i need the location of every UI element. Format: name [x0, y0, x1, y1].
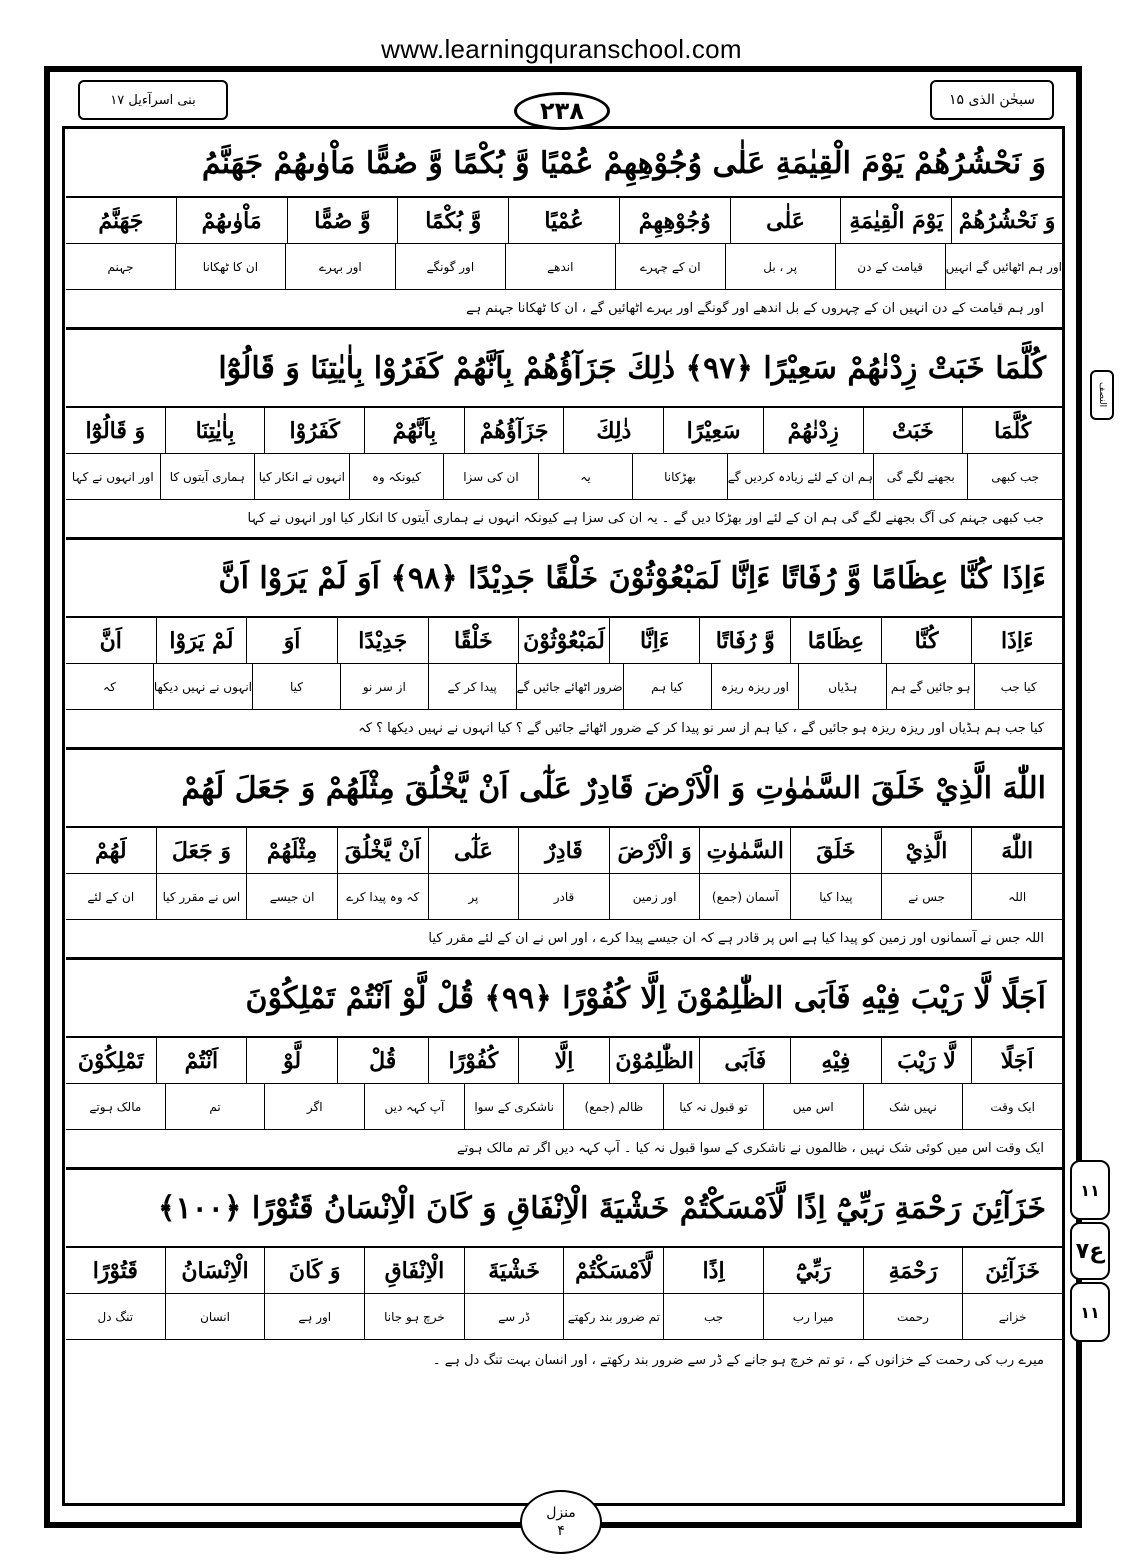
meaning-cell: انہوں نے نہیں دیکھا: [153, 664, 252, 709]
meaning-cell: ہم ان کے لئے زیادہ کردیں گے: [727, 454, 873, 499]
meaning-cell: مالک ہوتے: [89, 1099, 142, 1114]
word-cell: بِاٰيٰتِنَا: [165, 408, 265, 453]
word-cell: لَّا رَيْبَ: [881, 1038, 972, 1083]
meaning-row: [66, 1084, 1062, 1130]
meaning-cell: ہماری آیتوں کا: [160, 454, 255, 499]
manzil-badge: [520, 1490, 602, 1554]
verse-line: خَزَآئِنَ رَحْمَةِ رَبِّيْٓ اِذًا لَّاَمْسَكْتُمْ خَشْيَةَ الْاِنْفَاقِ وَ كَانَ الْاِنْسَانُ قَتُوْرًا ﴿۱۰۰﴾: [66, 1170, 1062, 1248]
surah-tag: بنی اسرآءیل ۱۷: [78, 80, 228, 120]
side-marker: النصف: [1090, 370, 1114, 420]
meaning-cell: رحمت: [863, 1294, 963, 1339]
meaning-cell: ضرور اٹھائے جائیں گے: [516, 664, 623, 709]
meaning-cell: کہ: [103, 679, 116, 694]
meaning-cell: ہڈیاں: [798, 664, 886, 709]
word-cell: خَشْيَةَ: [464, 1248, 564, 1293]
meaning-cell: از سر نو: [340, 664, 428, 709]
page-number: ۲۳۸: [514, 92, 610, 130]
word-cell: لَمَبْعُوْثُوْنَ: [518, 618, 609, 663]
word-cell: رَبِّيْٓ: [763, 1248, 863, 1293]
word-row: [66, 618, 1062, 664]
word-cell: الْاِنْسَانُ: [165, 1248, 265, 1293]
word-cell: الْاِنْفَاقِ: [364, 1248, 464, 1293]
word-cell: كُنَّا: [881, 618, 972, 663]
word-cell: كُفُوْرًا: [428, 1038, 519, 1083]
meaning-cell: پیدا کر کے: [428, 664, 516, 709]
meaning-cell: اللہ: [971, 874, 1062, 919]
word-cell: زِدْنٰهُمْ: [763, 408, 863, 453]
word-cell: وَّ بُكْمًا: [397, 198, 508, 243]
meaning-cell: ناشکری کے سوا: [464, 1084, 564, 1129]
meaning-cell: ہو جائیں گے ہم: [886, 664, 974, 709]
ruku-marker: ع۷: [1070, 1222, 1110, 1280]
meaning-cell: ان کے لئے: [87, 889, 135, 904]
word-cell: يَوْمَ الْقِيٰمَةِ: [840, 198, 951, 243]
word-cell: اِذًا: [663, 1248, 763, 1293]
verse-line: كُلَّمَا خَبَتْ زِدْنٰهُمْ سَعِيْرًا ﴿۹۷﴾ ذٰلِكَ جَزَآؤُهُمْ بِاَنَّهُمْ كَفَرُوْا بِاٰيٰتِنَا وَ قَالُوْٓا: [66, 330, 1062, 408]
word-cell: ذٰلِكَ: [563, 408, 663, 453]
word-cell: اَنَّ: [99, 627, 122, 654]
meaning-cell: کیونکہ وہ: [349, 454, 444, 499]
site-url: www.learningquranschool.com: [381, 34, 742, 64]
ruku-count-top: ۱۱: [1070, 1160, 1110, 1220]
word-cell: اَجَلًا: [971, 1038, 1062, 1083]
word-cell: اللّٰهَ: [971, 828, 1062, 873]
meaning-cell: اور زمین: [609, 874, 700, 919]
manzil-number: ۴: [557, 1523, 565, 1539]
meaning-cell: نہیں شک: [863, 1084, 963, 1129]
meaning-cell: جب کبھی: [967, 454, 1062, 499]
word-cell: وَ جَعَلَ: [156, 828, 247, 873]
word-cell: جَزَآؤُهُمْ: [464, 408, 564, 453]
meaning-cell: پر ، بل: [725, 244, 835, 289]
meaning-cell: جس نے: [881, 874, 972, 919]
word-cell: لَمْ يَرَوْا: [156, 618, 247, 663]
meaning-cell: جہنم: [107, 259, 134, 274]
meaning-cell: ڈر سے: [464, 1294, 564, 1339]
word-cell: السَّمٰوٰتِ: [699, 828, 790, 873]
para-tag: سبحٰن الذی ۱۵: [930, 80, 1054, 120]
word-cell: عَلٰٓى: [428, 828, 519, 873]
meaning-cell: ان کا ٹھکانا: [175, 244, 285, 289]
translation-line: ایک وقت اس میں کوئی شک نہیں ، ظالموں نے ناشکری کے سوا قبول نہ کیا ۔ آپ کہہ دیں اگر تم مالک ہوتے: [66, 1130, 1062, 1170]
meaning-cell: اس نے مقرر کیا: [156, 874, 247, 919]
word-row: [66, 1038, 1062, 1084]
meaning-cell: پیدا کیا: [790, 874, 881, 919]
meaning-cell: اگر: [264, 1084, 364, 1129]
verse-line: ءَاِذَا كُنَّا عِظَامًا وَّ رُفَاتًا ءَاِنَّا لَمَبْعُوْثُوْنَ خَلْقًا جَدِيْدًا ﴿۹۸﴾ اَوَ لَمْ يَرَوْا اَنَّ: [66, 540, 1062, 618]
word-cell: خَلَقَ: [790, 828, 881, 873]
meaning-cell: انہوں نے انکار کیا: [254, 454, 349, 499]
word-cell: رَحْمَةِ: [863, 1248, 963, 1293]
meaning-row: [66, 454, 1062, 500]
word-cell: فَاَبَى: [699, 1038, 790, 1083]
word-cell: اَنْتُمْ: [156, 1038, 247, 1083]
manzil-label: منزل: [546, 1505, 576, 1521]
word-cell: ءَاِذَا: [971, 618, 1062, 663]
word-cell: فِيْهِ: [790, 1038, 881, 1083]
meaning-cell: قادر: [518, 874, 609, 919]
word-cell: قُلْ: [337, 1038, 428, 1083]
word-cell: جَهَنَّمُ: [98, 207, 144, 234]
word-cell: خَبَتْ: [863, 408, 963, 453]
meaning-cell: کیا جب: [974, 664, 1062, 709]
word-row: [66, 198, 1062, 244]
meaning-row: [66, 244, 1062, 290]
word-cell: خَزَآئِنَ: [962, 1248, 1062, 1293]
word-cell: وَّ رُفَاتًا: [699, 618, 790, 663]
word-cell: بِاَنَّهُمْ: [364, 408, 464, 453]
meaning-cell: بھڑکانا: [632, 454, 727, 499]
meaning-cell: اور ہے: [264, 1294, 364, 1339]
meaning-cell: پر: [428, 874, 519, 919]
meaning-cell: اور گونگے: [395, 244, 505, 289]
word-cell: وَّ صُمًّا: [287, 198, 398, 243]
word-cell: اِلَّا: [518, 1038, 609, 1083]
meaning-cell: تو قبول نہ کیا: [663, 1084, 763, 1129]
word-cell: جَدِيْدًا: [337, 618, 428, 663]
meaning-cell: اور ریزہ ریزہ: [711, 664, 799, 709]
word-cell: مِثْلَهُمْ: [246, 828, 337, 873]
meaning-cell: اور ہم اٹھائیں گے انہیں: [945, 244, 1062, 289]
translation-line: اللہ جس نے آسمانوں اور زمین کو پیدا کیا ہے اس پر قادر ہے کہ ان جیسے پیدا کرے ، اور اس نے ان کے لئے مقرر کیا: [66, 920, 1062, 960]
meaning-cell: ایک وقت: [962, 1084, 1062, 1129]
page-content: [66, 130, 1062, 1380]
meaning-cell: تم: [165, 1084, 265, 1129]
word-cell: عُمْيًا: [508, 198, 619, 243]
meaning-cell: اور بہرے: [285, 244, 395, 289]
word-cell: اَنْ يَّخْلُقَ: [337, 828, 428, 873]
meaning-row: [66, 1294, 1062, 1340]
meaning-cell: انسان: [165, 1294, 265, 1339]
word-cell: مَاْوٰىهُمْ: [176, 198, 287, 243]
meaning-cell: جب: [663, 1294, 763, 1339]
meaning-cell: اور انہوں نے کہا: [71, 469, 154, 484]
meaning-cell: بجھنے لگے گی: [873, 454, 968, 499]
word-cell: ءَاِنَّا: [609, 618, 700, 663]
word-cell: وَ الْاَرْضَ: [609, 828, 700, 873]
word-cell: قَادِرٌ: [518, 828, 609, 873]
verse-line: اللّٰهَ الَّذِيْ خَلَقَ السَّمٰوٰتِ وَ الْاَرْضَ قَادِرٌ عَلٰٓى اَنْ يَّخْلُقَ مِثْلَهُمْ وَ جَعَلَ لَهُمْ: [66, 750, 1062, 828]
meaning-cell: ان کی سزا: [443, 454, 538, 499]
verse-line: وَ نَحْشُرُهُمْ يَوْمَ الْقِيٰمَةِ عَلٰى وُجُوْهِهِمْ عُمْيًا وَّ بُكْمًا وَّ صُمًّا مَاْوٰىهُمْ جَهَنَّمُ: [66, 130, 1062, 198]
word-cell: عِظَامًا: [790, 618, 881, 663]
translation-line: میرے رب کی رحمت کے خزانوں کے ، تو تم خرچ ہو جانے کے ڈر سے ضرور بند رکھتے ، اور انسان بہت تنگ دل ہے ۔: [432, 1352, 1044, 1368]
word-cell: كُلَّمَا: [962, 408, 1062, 453]
meaning-cell: کیا: [252, 664, 340, 709]
meaning-cell: ان کے چہرے: [615, 244, 725, 289]
word-cell: وَ كَانَ: [264, 1248, 364, 1293]
word-cell: لَّاَمْسَكْتُمْ: [563, 1248, 663, 1293]
meaning-cell: تم ضرور بند رکھتے: [563, 1294, 663, 1339]
word-cell: وَ قَالُوْٓا: [85, 417, 146, 444]
word-cell: لَهُمْ: [95, 837, 127, 864]
meaning-cell: اس میں: [763, 1084, 863, 1129]
ruku-count-bottom: ۱۱: [1070, 1282, 1110, 1342]
meaning-cell: آسمان (جمع): [699, 874, 790, 919]
meaning-cell: میرا رب: [763, 1294, 863, 1339]
meaning-cell: یہ: [538, 454, 633, 499]
word-cell: خَلْقًا: [428, 618, 519, 663]
word-cell: تَمْلِكُوْنَ: [77, 1047, 144, 1074]
meaning-cell: کہ وہ پیدا کرے: [337, 874, 428, 919]
meaning-cell: تنگ دل: [97, 1309, 134, 1324]
meaning-cell: ظالم (جمع): [563, 1084, 663, 1129]
word-cell: قَتُوْرًا: [92, 1257, 138, 1284]
meaning-cell: آپ کہہ دیں: [364, 1084, 464, 1129]
meaning-cell: ان جیسے: [246, 874, 337, 919]
translation-line: کیا جب ہم ہڈیاں اور ریزہ ریزہ ہو جائیں گے ، کیا ہم از سر نو پیدا کر کے ضرور اٹھائے جائیں گے ؟ کیا انہوں نے نہیں دیکھا ؟ کہ: [66, 710, 1062, 750]
meaning-cell: خزانے: [962, 1294, 1062, 1339]
word-cell: سَعِيْرًا: [663, 408, 763, 453]
meaning-cell: کیا ہم: [623, 664, 711, 709]
word-row: [66, 408, 1062, 454]
verse-line: اَجَلًا لَّا رَيْبَ فِيْهِ فَاَبَى الظّٰلِمُوْنَ اِلَّا كُفُوْرًا ﴿۹۹﴾ قُلْ لَّوْ اَنْتُمْ تَمْلِكُوْنَ: [66, 960, 1062, 1038]
word-cell: لَّوْ: [246, 1038, 337, 1083]
word-cell: اَوَ: [246, 618, 337, 663]
word-cell: الَّذِيْ: [881, 828, 972, 873]
meaning-row: [66, 664, 1062, 710]
word-row: [66, 1248, 1062, 1294]
translation-line: اور ہم قیامت کے دن انہیں ان کے چہروں کے بل اندھے اور گونگے اور بہرے اٹھائیں گے ، ان کا ٹھکانا جہنم ہے: [66, 290, 1062, 330]
word-cell: وُجُوْهِهِمْ: [619, 198, 730, 243]
word-cell: كَفَرُوْا: [264, 408, 364, 453]
word-row: [66, 828, 1062, 874]
word-cell: عَلٰى: [730, 198, 841, 243]
meaning-cell: اندھے: [505, 244, 615, 289]
translation-line: جب کبھی جہنم کی آگ بجھنے لگے گی ہم ان کے لئے اور بھڑکا دیں گے ۔ یہ ان کی سزا ہے کیونکہ انہوں نے ہماری آیتوں کا انکار کیا اور انہوں نے کہا: [66, 500, 1062, 540]
word-cell: وَ نَحْشُرُهُمْ: [951, 198, 1062, 243]
meaning-row: [66, 874, 1062, 920]
meaning-cell: خرچ ہو جانا: [364, 1294, 464, 1339]
meaning-cell: قیامت کے دن: [835, 244, 945, 289]
word-cell: الظّٰلِمُوْنَ: [609, 1038, 700, 1083]
